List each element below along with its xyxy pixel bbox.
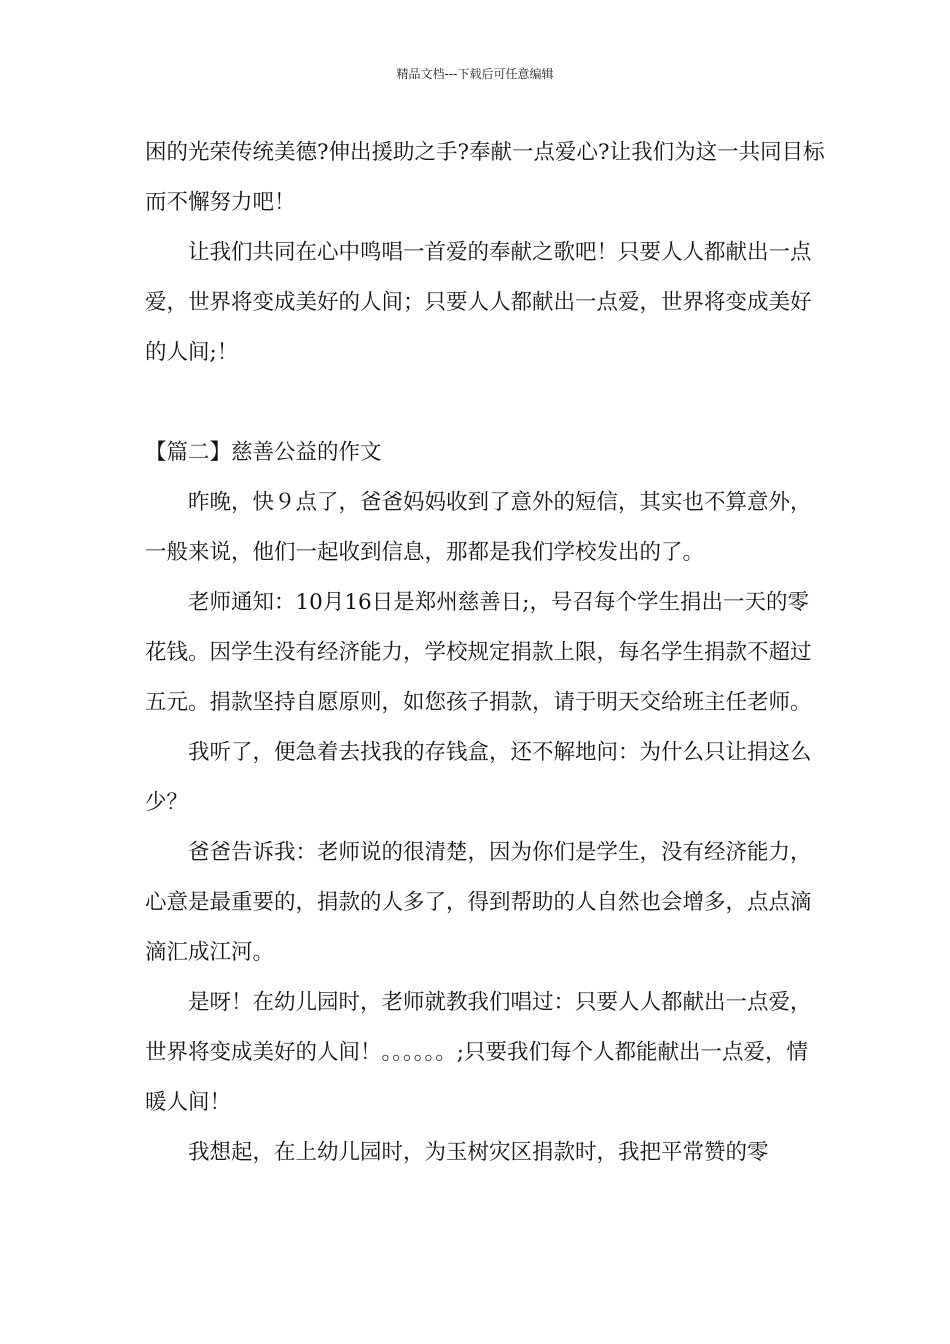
page-header: 精品文档---下载后可任意编辑 (396, 67, 554, 81)
section-spacer (145, 378, 825, 428)
paragraph: 是呀！在幼儿园时，老师就教我们唱过：只要人人都献出一点爱，世界将变成美好的人间！。。。。。。;只要我们每个人都能献出一点爱，情暖人间！ (145, 990, 812, 1115)
paragraph: 我听了，便急着去找我的存钱盒，还不解地问：为什么只让捐这么少？ (145, 740, 812, 815)
paragraph: 爸爸告诉我：老师说的很清楚，因为你们是学生，没有经济能力，心意是最重要的，捐款的人多了，得到帮助的人自然也会增多，点点滴滴汇成江河。 (145, 840, 812, 965)
paragraph-continued: 困的光荣传统美德?伸出援助之手?奉献一点爱心?让我们为这一共同目标而不懈努力吧！ (145, 140, 825, 215)
paragraph: 我想起，在上幼儿园时，为玉树灾区捐款时，我把平常赞的零 (188, 1140, 769, 1165)
section-heading: 【篇二】慈善公益的作文 (145, 440, 382, 465)
paragraph: 昨晚，快９点了，爸爸妈妈收到了意外的短信，其实也不算意外，一般来说，他们一起收到信息，那都是我们学校发出的了。 (145, 490, 812, 565)
paragraph: 让我们共同在心中鸣唱一首爱的奉献之歌吧！只要人人都献出一点爱，世界将变成美好的人间；只要人人都献出一点爱，世界将变成美好的人间;！ (145, 240, 812, 365)
paragraph: 老师通知：10月16日是郑州慈善日;，号召每个学生捐出一天的零花钱。因学生没有经济能力，学校规定捐款上限，每名学生捐款不超过五元。捐款坚持自愿原则，如您孩子捐款，请于明天交给班主任老师。 (145, 590, 812, 715)
document-body (145, 128, 825, 1178)
